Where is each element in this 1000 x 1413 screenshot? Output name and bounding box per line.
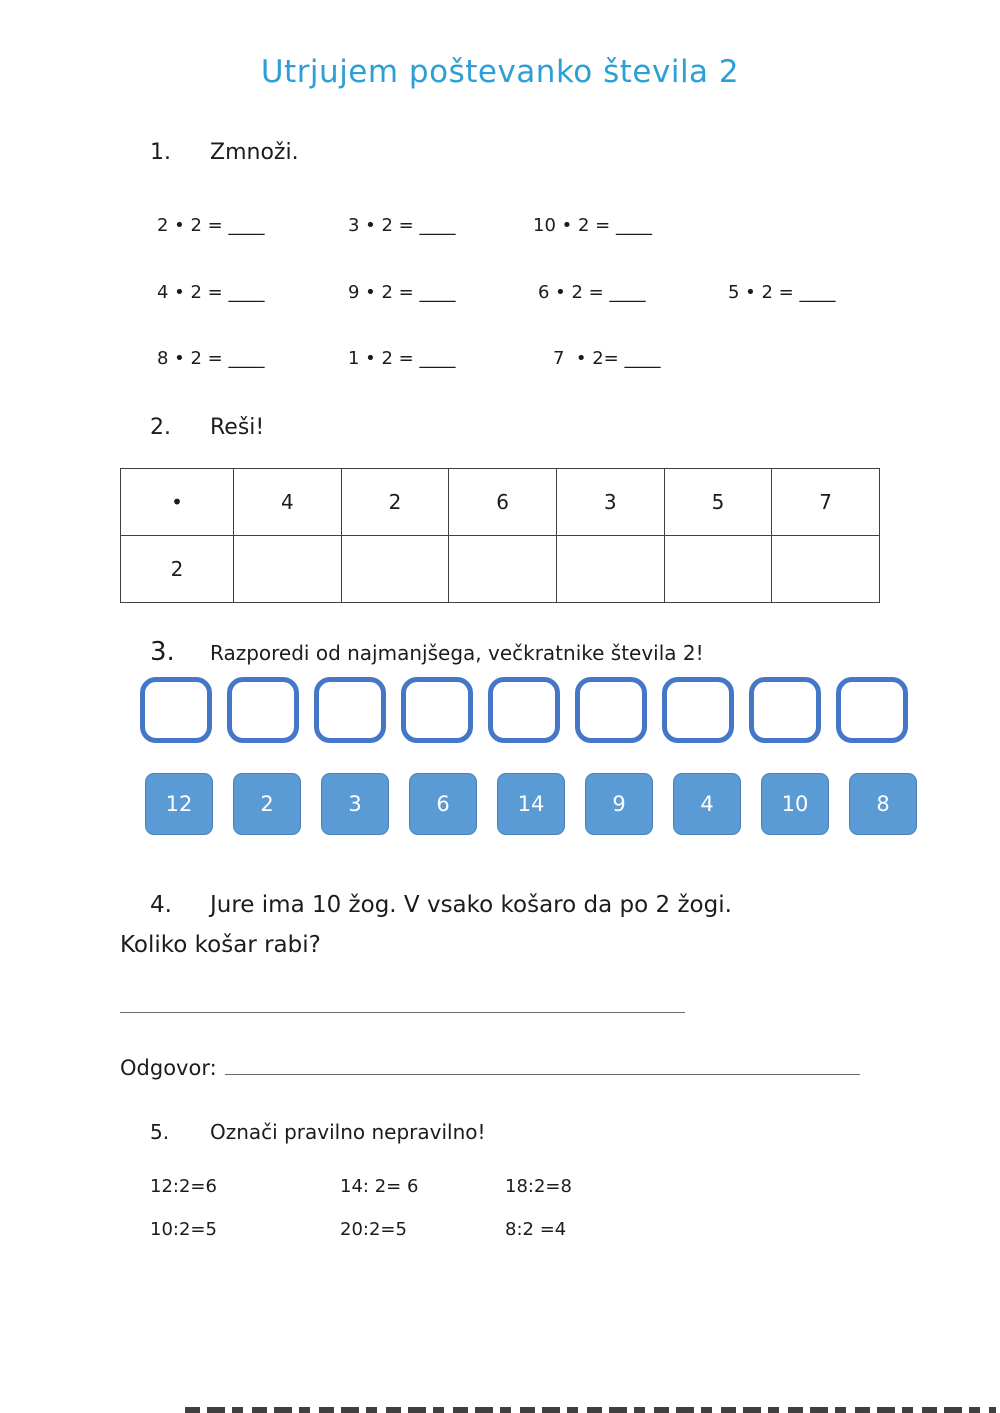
section-3-title: Razporedi od najmanjšega, večkratnike števila 2! xyxy=(210,641,704,665)
answer-cell[interactable] xyxy=(234,536,342,603)
multiplication-row-3 xyxy=(0,348,1000,369)
section-5-title: Označi pravilno nepravilno! xyxy=(210,1120,486,1144)
section-2-number: 2. xyxy=(150,415,171,440)
math-problem[interactable]: 10 • 2 = ____ xyxy=(533,215,652,236)
section-5-number: 5. xyxy=(150,1120,170,1144)
draggable-number-tile[interactable]: 10 xyxy=(761,773,829,835)
drop-slot[interactable] xyxy=(140,677,212,743)
table-header-cell: 5 xyxy=(664,469,772,536)
math-problem[interactable]: 2 • 2 = ____ xyxy=(157,215,265,236)
multiplication-row-1 xyxy=(0,215,1000,236)
draggable-number-tile[interactable]: 3 xyxy=(321,773,389,835)
table-header-cell: 4 xyxy=(234,469,342,536)
drop-slot[interactable] xyxy=(314,677,386,743)
math-problem[interactable]: 1 • 2 = ____ xyxy=(348,348,456,369)
draggable-number-tile[interactable]: 8 xyxy=(849,773,917,835)
math-problem[interactable]: 5 • 2 = ____ xyxy=(728,282,836,303)
section-1-number: 1. xyxy=(150,140,171,165)
draggable-number-tile[interactable]: 4 xyxy=(673,773,741,835)
math-problem[interactable]: 7 • 2= ____ xyxy=(553,348,661,369)
drop-slot[interactable] xyxy=(836,677,908,743)
section-5-heading xyxy=(0,1120,1000,1144)
answer-write-line[interactable] xyxy=(225,1053,860,1075)
section-1-title: Zmnoži. xyxy=(210,140,299,165)
division-equation[interactable]: 20:2=5 xyxy=(340,1219,407,1240)
word-problem-line-1 xyxy=(0,885,1000,925)
draggable-number-tile[interactable]: 6 xyxy=(409,773,477,835)
working-answer-line[interactable] xyxy=(120,1011,685,1013)
answer-label: Odgovor: xyxy=(120,1056,217,1080)
draggable-number-tile[interactable]: 12 xyxy=(145,773,213,835)
table-header-cell: 3 xyxy=(556,469,664,536)
math-problem[interactable]: 3 • 2 = ____ xyxy=(348,215,456,236)
section-3-number: 3. xyxy=(150,637,175,667)
math-problem[interactable]: 6 • 2 = ____ xyxy=(538,282,646,303)
section-3-heading xyxy=(0,637,1000,667)
drop-slot[interactable] xyxy=(401,677,473,743)
answer-row xyxy=(120,1053,860,1080)
drop-slot[interactable] xyxy=(749,677,821,743)
division-equation[interactable]: 14: 2= 6 xyxy=(340,1176,419,1197)
section-1-heading xyxy=(0,140,1000,165)
division-row-2 xyxy=(0,1219,1000,1240)
division-equation[interactable]: 18:2=8 xyxy=(505,1176,572,1197)
table-operator-cell: • xyxy=(121,469,234,536)
page-title: Utrjujem poštevanko števila 2 xyxy=(260,54,740,90)
section-4-word-problem xyxy=(0,885,1000,965)
word-problem-line-2: Koliko košar rabi? xyxy=(120,932,321,958)
drop-slot[interactable] xyxy=(662,677,734,743)
drop-slot[interactable] xyxy=(227,677,299,743)
answer-cell[interactable] xyxy=(341,536,449,603)
division-row-1 xyxy=(0,1176,1000,1197)
section-4-number: 4. xyxy=(150,892,172,918)
answer-cell[interactable] xyxy=(772,536,880,603)
ordering-slots-row xyxy=(140,677,1000,743)
number-tiles-row xyxy=(145,773,1000,835)
table-header-cell: 7 xyxy=(772,469,880,536)
word-problem-text: Jure ima 10 žog. V vsako košaro da po 2 žogi. xyxy=(210,892,732,918)
multiplication-table xyxy=(120,468,880,603)
math-problem[interactable]: 4 • 2 = ____ xyxy=(157,282,265,303)
table-header-cell: 2 xyxy=(341,469,449,536)
draggable-number-tile[interactable]: 14 xyxy=(497,773,565,835)
answer-cell[interactable] xyxy=(556,536,664,603)
table-header-row xyxy=(121,469,880,536)
answer-cell[interactable] xyxy=(664,536,772,603)
draggable-number-tile[interactable]: 9 xyxy=(585,773,653,835)
multiplication-row-2 xyxy=(0,282,1000,303)
drop-slot[interactable] xyxy=(488,677,560,743)
drop-slot[interactable] xyxy=(575,677,647,743)
division-equation[interactable]: 12:2=6 xyxy=(150,1176,217,1197)
division-equation[interactable]: 8:2 =4 xyxy=(505,1219,567,1240)
table-header-cell: 6 xyxy=(449,469,557,536)
table-row-label: 2 xyxy=(121,536,234,603)
section-2-title: Reši! xyxy=(210,415,265,440)
draggable-number-tile[interactable]: 2 xyxy=(233,773,301,835)
table-answer-row xyxy=(121,536,880,603)
math-problem[interactable]: 8 • 2 = ____ xyxy=(157,348,265,369)
section-2-heading xyxy=(0,415,1000,440)
division-equation[interactable]: 10:2=5 xyxy=(150,1219,217,1240)
math-problem[interactable]: 9 • 2 = ____ xyxy=(348,282,456,303)
answer-cell[interactable] xyxy=(449,536,557,603)
cut-off-text-row xyxy=(185,1407,996,1413)
